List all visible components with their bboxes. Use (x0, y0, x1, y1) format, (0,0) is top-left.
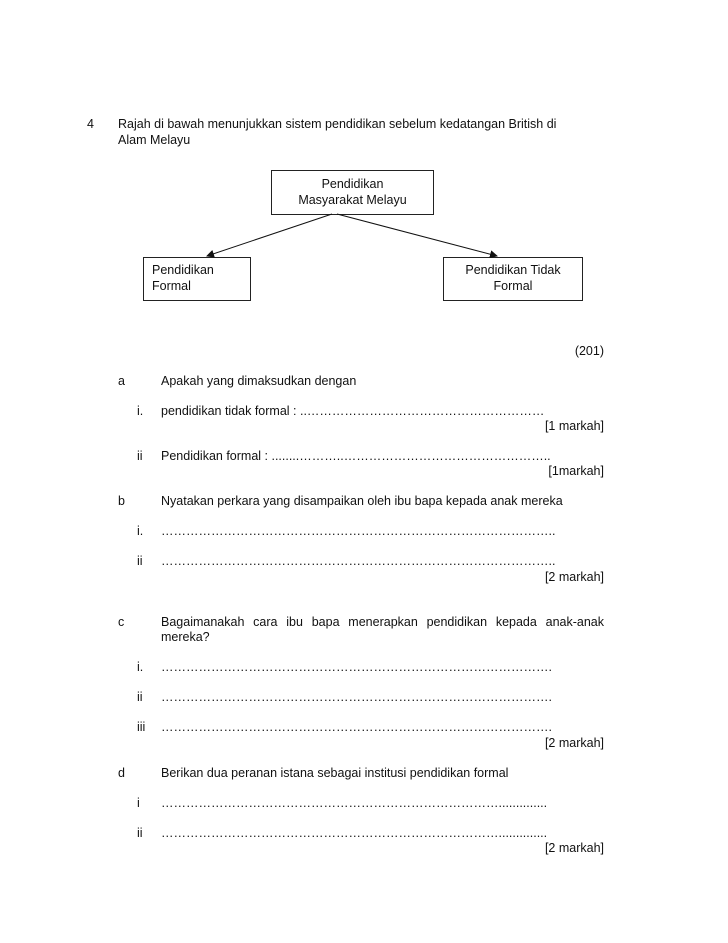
part-a-i-number: i. (137, 404, 144, 418)
part-d-marks: [2 markah] (544, 841, 604, 855)
question-intro-line2: Alam Melayu (118, 133, 191, 147)
part-c-iii-number: iii (137, 720, 146, 734)
part-b-i-answer-line: ………………………………………………………………………………….. (161, 524, 556, 538)
diagram-top-line2: Masyarakat Melayu (298, 193, 407, 207)
part-d-prompt: Berikan dua peranan istana sebagai institusi pendidikan formal (161, 766, 509, 780)
part-b-marks: [2 markah] (544, 570, 604, 584)
part-d-ii-number: ii (137, 826, 143, 840)
part-c-prompt-line2: mereka? (161, 630, 210, 644)
part-c-iii-answer-line: …………………………………………………………………………………. (161, 720, 552, 734)
part-d-i-answer-line: ……………………………………………………………………….............. (161, 796, 548, 810)
part-d-letter: d (118, 766, 125, 780)
part-c-ii-number: ii (137, 690, 143, 704)
diagram-right-line1: Pendidikan Tidak (465, 263, 561, 277)
part-b-prompt: Nyatakan perkara yang disampaikan oleh ibu bapa kepada anak mereka (161, 494, 563, 508)
part-c-i-number: i. (137, 660, 144, 674)
part-a-letter: a (118, 374, 125, 388)
question-code: (201) (574, 344, 604, 358)
diagram-left-line1: Pendidikan (152, 263, 214, 277)
diagram-right-line2: Formal (493, 279, 533, 293)
part-d-i-number: i (137, 796, 140, 810)
part-c-marks: [2 markah] (544, 736, 604, 750)
part-a-prompt: Apakah yang dimaksudkan dengan (161, 374, 357, 388)
part-c-i-answer-line: …………………………………………………………………………………. (161, 660, 552, 674)
part-a-i-answer-line: pendidikan tidak formal : ..………………………………………………… (161, 404, 545, 418)
part-a-ii-marks: [1markah] (548, 464, 604, 478)
diagram-left-line2: Formal (152, 279, 191, 293)
diagram-top-line1: Pendidikan (321, 177, 384, 191)
part-b-letter: b (118, 494, 125, 508)
arrow-to-tidak-formal (337, 214, 497, 256)
part-b-i-number: i. (137, 524, 144, 538)
part-c-letter: c (118, 615, 125, 629)
question-intro-line1: Rajah di bawah menunjukkan sistem pendidikan sebelum kedatangan British di (118, 117, 557, 131)
part-c-prompt-line1: Bagaimanakah cara ibu bapa menerapkan pendidikan kepada anak-anak (161, 615, 604, 629)
part-b-ii-number: ii (137, 554, 143, 568)
part-a-ii-number: ii (137, 449, 143, 463)
question-number: 4 (87, 117, 94, 131)
part-c-ii-answer-line: …………………………………………………………………………………. (161, 690, 552, 704)
part-a-i-marks: [1 markah] (544, 419, 604, 433)
part-d-ii-answer-line: ……………………………………………………………………….............. (161, 826, 548, 840)
arrow-to-formal (207, 214, 332, 256)
part-a-ii-answer-line: Pendidikan formal : ........………..………………………………………….. (161, 449, 551, 463)
part-b-ii-answer-line: ………………………………………………………………………………….. (161, 554, 556, 568)
